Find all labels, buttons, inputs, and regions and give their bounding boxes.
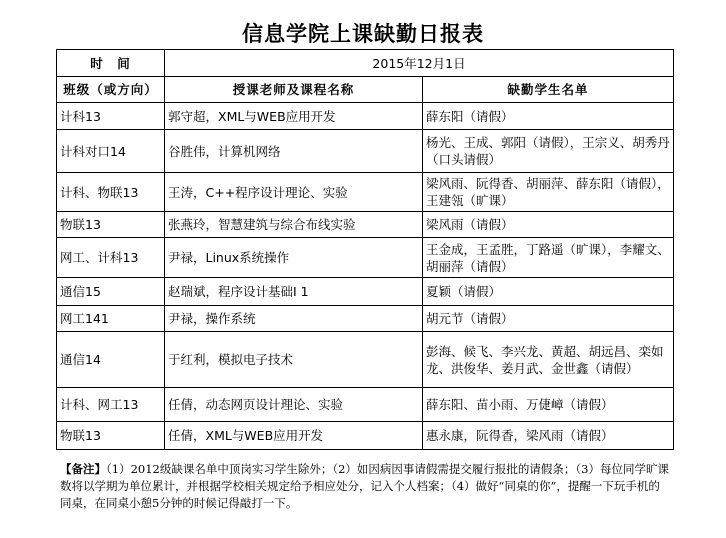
class-cell: 网工141 [57, 306, 165, 332]
report-date: 2015年12月1日 [165, 50, 674, 77]
teacher-course-cell: 任倩，动态网页设计理论、实验 [165, 388, 423, 422]
absent-cell: 惠永康，阮得香，梁风雨（请假） [423, 422, 674, 450]
class-header: 班级（或方向） [57, 77, 165, 103]
absent-cell: 胡元节（请假） [423, 306, 674, 332]
teacher-course-cell: 尹禄，Linux系统操作 [165, 238, 423, 278]
class-cell: 通信14 [57, 332, 165, 388]
table-row [57, 306, 674, 332]
table-row [57, 332, 674, 388]
class-cell: 计科、网工13 [57, 388, 165, 422]
absent-header: 缺勤学生名单 [423, 77, 674, 103]
time-label: 时 间 [57, 50, 165, 77]
table-row [57, 422, 674, 450]
notes-block [60, 461, 670, 512]
report-title: 信息学院上课缺勤日报表 [242, 21, 484, 46]
table-row [57, 388, 674, 422]
absent-cell: 彭海、候飞、李兴龙、黄超、胡远昌、栾如龙、洪俊华、姜月武、金世鑫（请假） [423, 332, 674, 388]
teacher-course-cell: 于红利，模拟电子技术 [165, 332, 423, 388]
class-cell: 物联13 [57, 212, 165, 238]
absent-cell: 王金成，王孟胜，丁路遥（旷课），李耀文、胡丽萍（请假） [423, 238, 674, 278]
teacher-course-cell: 任倩，XML与WEB应用开发 [165, 422, 423, 450]
table-row [57, 103, 674, 130]
class-cell: 计科对口14 [57, 130, 165, 173]
teacher-course-cell: 赵瑞斌，程序设计基础I 1 [165, 278, 423, 306]
absent-cell: 薛东阳（请假） [423, 103, 674, 130]
absent-cell: 杨光、王成、郭阳（请假），王宗义、胡秀丹（口头请假） [423, 130, 674, 173]
header-row [57, 77, 674, 103]
table-row [57, 238, 674, 278]
table-row [57, 278, 674, 306]
class-cell: 通信15 [57, 278, 165, 306]
table-row [57, 130, 674, 173]
teacher-course-header: 授课老师及课程名称 [165, 77, 423, 103]
teacher-course-cell: 郭守超，XML与WEB应用开发 [165, 103, 423, 130]
teacher-course-cell: 张燕玲，智慧建筑与综合布线实验 [165, 212, 423, 238]
absent-cell: 薛东阳、苗小雨、万倢嶂（请假） [423, 388, 674, 422]
table-row [57, 173, 674, 212]
absent-cell: 梁风雨、阮得香、胡丽萍、薛东阳（请假），王建瓴（旷课） [423, 173, 674, 212]
class-cell: 计科13 [57, 103, 165, 130]
absent-cell: 夏颖（请假） [423, 278, 674, 306]
teacher-course-cell: 王涛，C++程序设计理论、实验 [165, 173, 423, 212]
time-row [57, 50, 674, 77]
notes-text: （1）2012级缺课名单中顶岗实习学生除外；（2）如因病因事请假需提交履行报批的请假条；（3）每位同学旷课数将以学期为单位累计，并根据学校相关规定给予相应处分，记入个人档案；（4）做好“同桌的你”，提醒一下玩手机的同桌，在同桌小憩5分钟的时候记得敲打一下。 [60, 462, 669, 510]
table-row [57, 212, 674, 238]
notes-lead: 【备注】 [60, 462, 106, 476]
attendance-table [56, 49, 674, 450]
class-cell: 物联13 [57, 422, 165, 450]
teacher-course-cell: 尹禄，操作系统 [165, 306, 423, 332]
absent-cell: 梁风雨（请假） [423, 212, 674, 238]
class-cell: 计科、物联13 [57, 173, 165, 212]
teacher-course-cell: 谷胜伟，计算机网络 [165, 130, 423, 173]
class-cell: 网工、计科13 [57, 238, 165, 278]
